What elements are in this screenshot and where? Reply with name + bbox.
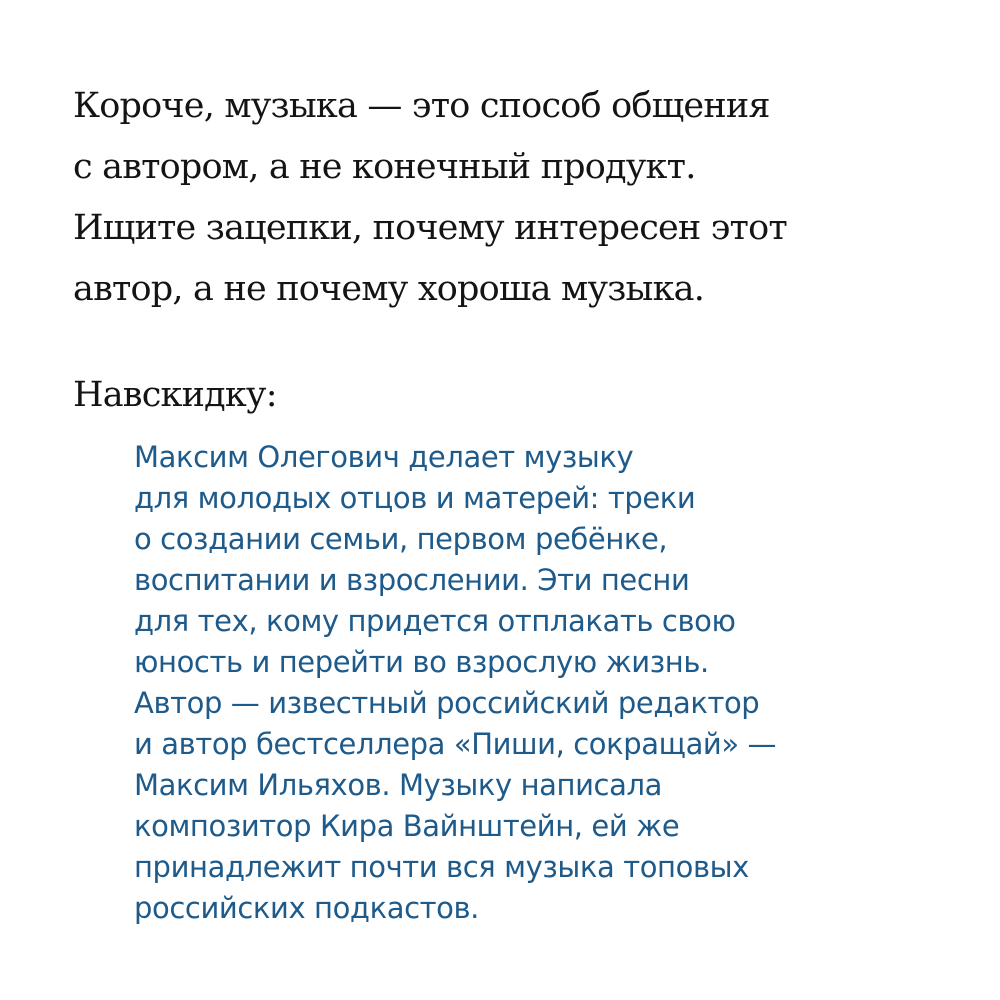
- intro-line: автор, а не почему хороша музыка.: [73, 269, 705, 309]
- quote-line: и автор бестселлера «Пиши, сокращай» —: [134, 727, 777, 761]
- quote-paragraph: [134, 437, 974, 929]
- quote-line: Максим Олегович делает музыку: [134, 440, 634, 474]
- quote-line: о создании семьи, первом ребёнке,: [134, 522, 668, 556]
- quote-line: юность и перейти во взрослую жизнь.: [134, 645, 709, 679]
- intro-line: Короче, музыка — это способ общения: [73, 86, 770, 126]
- quote-line: российских подкастов.: [134, 891, 479, 925]
- quote-line: Максим Ильяхов. Музыку написала: [134, 768, 662, 802]
- intro-line: с автором, а не конечный продукт.: [73, 147, 696, 187]
- intro-line: Ищите зацепки, почему интересен этот: [73, 208, 787, 248]
- quote-line: композитор Кира Вайнштейн, ей же: [134, 809, 680, 843]
- quote-line: Автор — известный российский редактор: [134, 686, 760, 720]
- quote-line: для молодых отцов и матерей: треки: [134, 481, 696, 515]
- quote-line: воспитании и взрослении. Эти песни: [134, 563, 690, 597]
- quote-line: для тех, кому придется отплакать свою: [134, 604, 736, 638]
- section-heading: Навскидку:: [73, 375, 277, 415]
- intro-paragraph: [73, 76, 953, 320]
- quote-line: принадлежит почти вся музыка топовых: [134, 850, 749, 884]
